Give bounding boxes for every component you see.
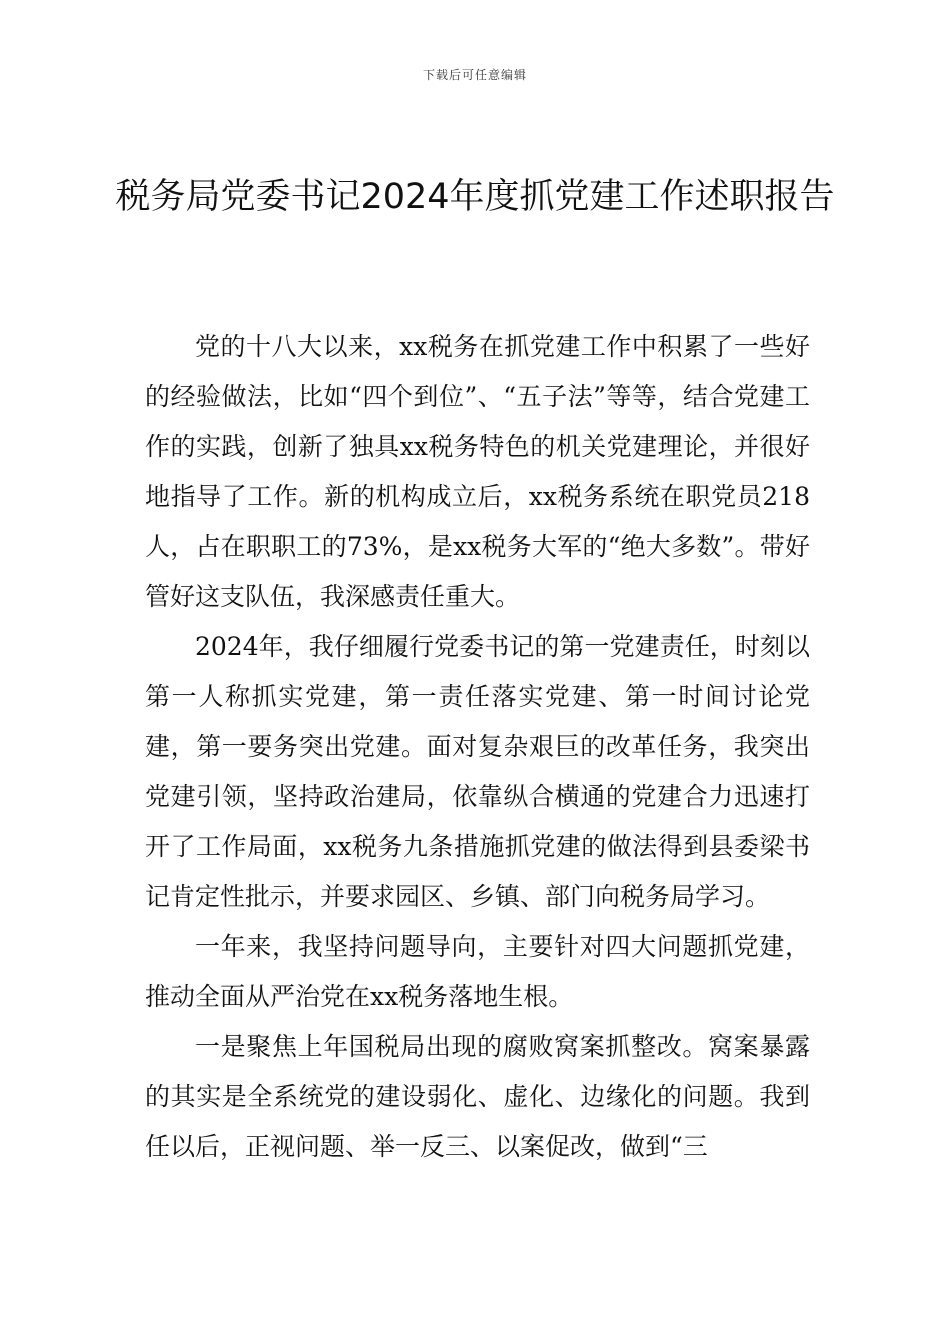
paragraph: 党的十八大以来，xx税务在抓党建工作中积累了一些好的经验做法，比如“四个到位”、“五子法”等等，结合党建工作的实践，创新了独具xx税务特色的机关党建理论，并很好地指导了工作。新的机构成立后，xx税务系统在职党员218人，占在职职工的73%，是xx税务大军的“绝大多数”。带好管好这支队伍，我深感责任重大。 [145,332,810,611]
paragraph: 一是聚焦上年国税局出现的腐败窝案抓整改。窝案暴露的其实是全系统党的建设弱化、虚化、边缘化的问题。我到任以后，正视问题、举一反三、以案促改，做到“三 [145,1032,810,1161]
document-body [145,322,810,1172]
document-title: 税务局党委书记2024年度抓党建工作述职报告 [115,177,835,217]
header-note: 下载后可任意编辑 [422,68,527,82]
paragraph: 2024年，我仔细履行党委书记的第一党建责任，时刻以第一人称抓实党建，第一责任落实党建、第一时间讨论党建，第一要务突出党建。面对复杂艰巨的改革任务，我突出党建引领，坚持政治建局，依靠纵合横通的党建合力迅速打开了工作局面，xx税务九条措施抓党建的做法得到县委梁书记肯定性批示，并要求园区、乡镇、部门向税务局学习。 [145,632,810,911]
paragraph: 一年来，我坚持问题导向，主要针对四大问题抓党建，推动全面从严治党在xx税务落地生根。 [145,932,810,1011]
